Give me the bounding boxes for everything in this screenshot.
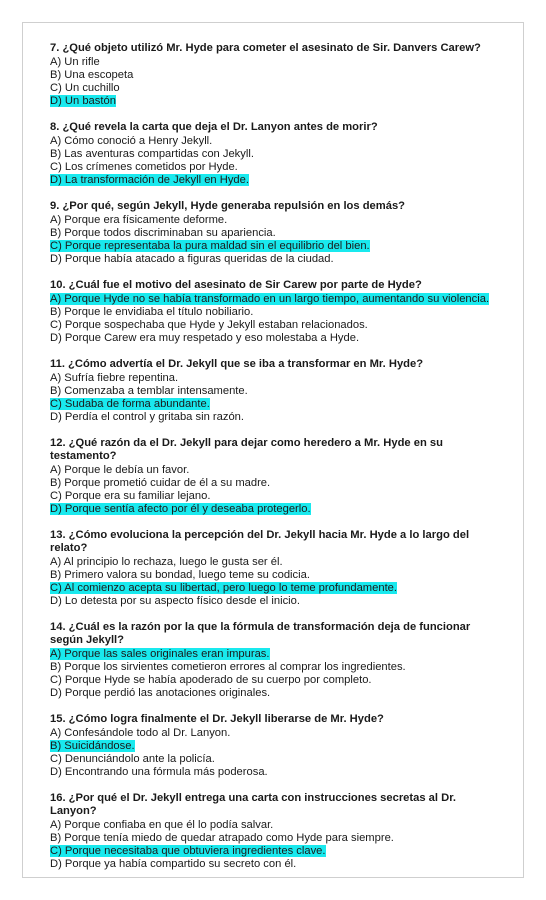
option-c: C) Un cuchillo [50, 82, 120, 94]
option-d: D) Perdía el control y gritaba sin razón. [50, 411, 245, 423]
question-title: 14. ¿Cuál es la razón por la que la fórmula de transformación deja de funcionar según Jekyll? [50, 621, 471, 646]
question-12 [50, 437, 498, 516]
question-14 [50, 621, 498, 700]
question-15 [50, 713, 498, 779]
option-b: B) Porque tenía miedo de quedar atrapado como Hyde para siempre. [50, 832, 394, 844]
option-a: A) Porque le debía un favor. [50, 464, 190, 476]
question-8 [50, 121, 498, 187]
option-c-highlighted: C) Al comienzo acepta su libertad, pero luego lo teme profundamente. [50, 582, 398, 594]
option-d-highlighted: D) Porque sentía afecto por él y deseaba protegerlo. [50, 503, 311, 515]
quiz-document [50, 42, 498, 884]
option-a: A) Confesándole todo al Dr. Lanyon. [50, 727, 231, 739]
option-a-highlighted: A) Porque las sales originales eran impuras. [50, 648, 270, 660]
question-title: 10. ¿Cuál fue el motivo del asesinato de Sir Carew por parte de Hyde? [50, 279, 422, 291]
option-c: C) Porque sospechaba que Hyde y Jekyll estaban relacionados. [50, 319, 368, 331]
option-c-highlighted: C) Porque necesitaba que obtuviera ingredientes clave. [50, 845, 326, 857]
option-b-highlighted: B) Suicidándose. [50, 740, 135, 752]
option-c: C) Porque Hyde se había apoderado de su cuerpo por completo. [50, 674, 372, 686]
option-d-highlighted: D) La transformación de Jekyll en Hyde. [50, 174, 249, 186]
option-a: A) Porque era físicamente deforme. [50, 214, 228, 226]
option-d: D) Porque había atacado a figuras queridas de la ciudad. [50, 253, 334, 265]
option-a: A) Un rifle [50, 56, 100, 68]
question-9 [50, 200, 498, 266]
option-c: C) Denunciándolo ante la policía. [50, 753, 215, 765]
question-title: 9. ¿Por qué, según Jekyll, Hyde generaba repulsión en los demás? [50, 200, 406, 212]
question-title: 8. ¿Qué revela la carta que deja el Dr. Lanyon antes de morir? [50, 121, 378, 133]
option-d: D) Porque Carew era muy respetado y eso molestaba a Hyde. [50, 332, 360, 344]
question-10 [50, 279, 498, 345]
question-title: 13. ¿Cómo evoluciona la percepción del Dr. Jekyll hacia Mr. Hyde a lo largo del relato? [50, 529, 470, 554]
option-a: A) Sufría fiebre repentina. [50, 372, 179, 384]
option-c-highlighted: C) Porque representaba la pura maldad sin el equilibrio del bien. [50, 240, 370, 252]
option-d-highlighted: D) Un bastón [50, 95, 116, 107]
option-b: B) Primero valora su bondad, luego teme su codicia. [50, 569, 310, 581]
option-b: B) Una escopeta [50, 69, 134, 81]
question-11 [50, 358, 498, 424]
option-c-highlighted: C) Sudaba de forma abundante. [50, 398, 210, 410]
question-title: 12. ¿Qué razón da el Dr. Jekyll para dejar como heredero a Mr. Hyde en su testamento? [50, 437, 443, 462]
option-b: B) Comenzaba a temblar intensamente. [50, 385, 248, 397]
option-b: B) Porque le envidiaba el título nobiliario. [50, 306, 254, 318]
question-13 [50, 529, 498, 608]
question-title: 7. ¿Qué objeto utilizó Mr. Hyde para cometer el asesinato de Sir. Danvers Carew? [50, 42, 481, 54]
option-a: A) Al principio lo rechaza, luego le gusta ser él. [50, 556, 283, 568]
option-b: B) Porque los sirvientes cometieron errores al comprar los ingredientes. [50, 661, 406, 673]
question-title: 15. ¿Cómo logra finalmente el Dr. Jekyll liberarse de Mr. Hyde? [50, 713, 384, 725]
option-d: D) Encontrando una fórmula más poderosa. [50, 766, 268, 778]
question-16 [50, 792, 498, 871]
option-b: B) Las aventuras compartidas con Jekyll. [50, 148, 254, 160]
option-a: A) Porque confiaba en que él lo podía salvar. [50, 819, 274, 831]
option-a-highlighted: A) Porque Hyde no se había transformado en un largo tiempo, aumentando su violencia. [50, 293, 490, 305]
option-c: C) Porque era su familiar lejano. [50, 490, 211, 502]
option-d: D) Porque perdió las anotaciones originales. [50, 687, 271, 699]
question-title: 16. ¿Por qué el Dr. Jekyll entrega una carta con instrucciones secretas al Dr. Lanyon? [50, 792, 457, 817]
option-b: B) Porque todos discriminaban su apariencia. [50, 227, 276, 239]
option-b: B) Porque prometió cuidar de él a su madre. [50, 477, 271, 489]
option-c: C) Los crímenes cometidos por Hyde. [50, 161, 238, 173]
question-title: 11. ¿Cómo advertía el Dr. Jekyll que se iba a transformar en Mr. Hyde? [50, 358, 424, 370]
option-a: A) Cómo conoció a Henry Jekyll. [50, 135, 213, 147]
option-d: D) Lo detesta por su aspecto físico desde el inicio. [50, 595, 300, 607]
question-7 [50, 42, 498, 108]
option-d: D) Porque ya había compartido su secreto con él. [50, 858, 297, 870]
